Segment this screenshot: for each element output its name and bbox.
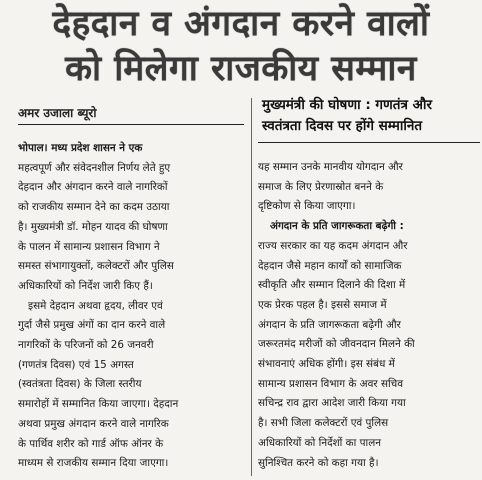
right-line: समाज के लिए प्रेरणास्रोत बनने के xyxy=(258,180,384,193)
subhead-rule xyxy=(258,142,480,143)
left-line: अथवा प्रमुख अंगदान करने वाले नागरिक xyxy=(18,417,169,430)
right-column xyxy=(258,158,480,473)
right-line: अधिकारियों को निर्देशों का पालन xyxy=(258,436,382,449)
right-line: एक प्रेरक पहल है। इससे समाज में xyxy=(258,298,387,311)
left-line: भोपाल। मध्य प्रदेश शासन ने एक xyxy=(18,142,143,154)
right-line: सामान्य प्रशासन विभाग के अवर सचिव xyxy=(258,377,404,390)
subhead xyxy=(262,95,480,137)
left-line: अधिकारियों को निर्देश जारी किए हैं। xyxy=(18,279,153,292)
left-column xyxy=(18,139,244,474)
left-line: (गणतंत्र दिवस) एवं 15 अगस्त xyxy=(18,358,134,371)
left-line: इसमे देहदान अथवा हृदय, लीवर एवं xyxy=(28,299,163,312)
headline-line-1: देहदान व अंगदान करने वालों xyxy=(52,4,430,44)
right-line: संभावनाएं अधिक होंगी। इस संबंध में xyxy=(258,358,395,371)
headline xyxy=(0,2,482,92)
left-line: नागरिकों के परिजनों को 26 जनवरी xyxy=(18,339,154,352)
left-line: (स्वतंत्रता दिवस) के जिला स्तरीय xyxy=(18,378,142,391)
left-line: समारोहों में सम्मानित किया जाएगा। देहदान xyxy=(18,398,179,411)
left-line: के पार्थिव शरीर को गार्ड ऑफ ऑनर के xyxy=(18,437,164,450)
right-line: राज्य सरकार का यह कदम अंगदान और xyxy=(258,239,408,252)
right-line: दृष्टिकोण से किया जाएगा। xyxy=(258,200,356,213)
left-line: है। मुख्यमंत्री डॉ. मोहन यादव की घोषणा xyxy=(18,220,168,233)
left-line: महत्वपूर्ण और संवेदनशील निर्णय लेते हुए xyxy=(18,161,171,174)
right-line: स्वीकृति और सम्मान दिलाने की दिशा में xyxy=(258,279,406,292)
left-line: के पालन में सामान्य प्रशासन विभाग ने xyxy=(18,240,160,253)
subhead-line-1: मुख्यमंत्री की घोषणा : गणतंत्र और xyxy=(262,97,432,113)
left-line: को राजकीय सम्मान देने का कदम उठाया xyxy=(18,201,170,214)
right-line: जरूरतमंद मरीजों को जीवनदान मिलने की xyxy=(258,338,415,351)
column-divider xyxy=(251,98,252,476)
left-line: समस्त संभागायुक्तों, कलेक्टरों और पुलिस xyxy=(18,260,174,273)
headline-line-2: को मिलेगा राजकीय सम्मान xyxy=(65,49,417,89)
right-line: अंगदान के प्रति जागरूकता बढ़ेगी और xyxy=(258,318,401,331)
right-line: सुनिश्चित करने को कहा गया है। xyxy=(258,456,379,469)
left-line: देहदान और अंगदान करने वाले नागरिकों xyxy=(18,181,168,194)
subhead-line-2: स्वतंत्रता दिवस पर होंगे सम्मानित xyxy=(262,118,423,134)
byline: अमर उजाला ब्यूरो xyxy=(18,106,97,120)
right-line: है। सभी जिला कलेक्टरों एवं पुलिस xyxy=(258,417,389,430)
right-line: यह सम्मान उनके मानवीय योगदान और xyxy=(258,161,403,173)
right-section-heading: अंगदान के प्रति जागरूकता बढ़ेगी : xyxy=(270,220,404,233)
left-line: माध्यम से राजकीय सम्मान दिया जाएगा। xyxy=(18,457,169,470)
left-line: गुर्दा जैसे प्रमुख अंगों का दान करने वाले xyxy=(18,319,166,332)
top-rule-left xyxy=(18,124,244,125)
right-line: सचिन्द्र राव द्वारा आदेश जारी किया गया xyxy=(258,397,406,410)
right-line: देहदान जैसे महान कार्यों को सामाजिक xyxy=(258,259,402,272)
